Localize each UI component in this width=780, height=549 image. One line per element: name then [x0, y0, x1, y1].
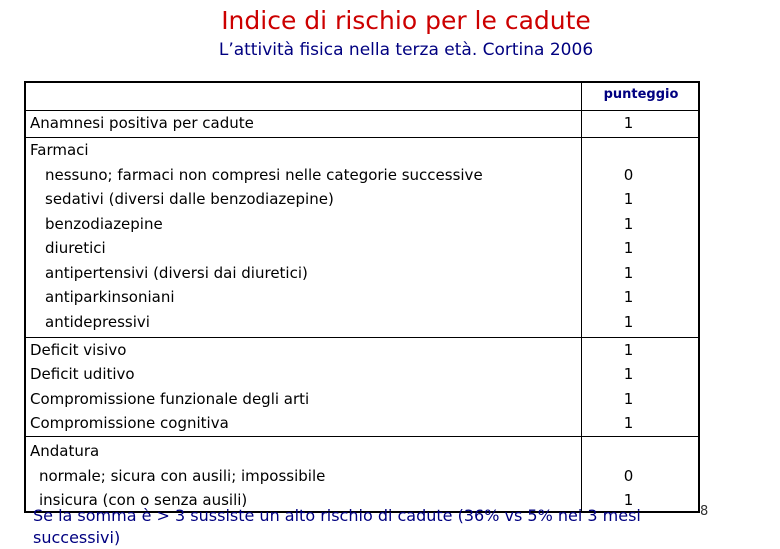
risk-index-table — [24, 81, 700, 513]
section-label-farmaci: Farmaci — [30, 141, 89, 159]
row-score: 1 — [623, 114, 634, 132]
row-label: Deficit visivo — [30, 341, 127, 359]
row-score: 1 — [623, 341, 634, 359]
row-label: insicura (con o senza ausili) — [39, 491, 248, 509]
score-column-header: punteggio — [603, 87, 679, 102]
section-label-andatura: Andatura — [30, 442, 100, 460]
row-score: 0 — [623, 166, 634, 184]
risk-footnote: Se la somma è > 3 sussiste un alto rischio di cadute (36% vs 5% nei 3 mesi successivi) — [33, 506, 641, 547]
row-label: antiparkinsoniani — [45, 288, 175, 306]
row-score: 0 — [623, 467, 634, 485]
row-score: 1 — [623, 414, 634, 432]
row-label: antidepressivi — [45, 313, 150, 331]
row-score: 1 — [623, 264, 634, 282]
row-score: 1 — [623, 215, 634, 233]
row-label: nessuno; farmaci non compresi nelle categorie successive — [45, 166, 483, 184]
row-label: benzodiazepine — [45, 215, 163, 233]
row-label: normale; sicura con ausili; impossibile — [39, 467, 326, 485]
row-score: 1 — [623, 239, 634, 257]
row-score: 1 — [623, 491, 634, 509]
row-label: Deficit uditivo — [30, 365, 135, 383]
row-divider — [26, 436, 698, 437]
page-number: 8 — [700, 504, 709, 519]
row-divider — [26, 137, 698, 138]
row-label: Compromissione cognitiva — [30, 414, 229, 432]
row-score: 1 — [623, 288, 634, 306]
row-score: 1 — [623, 365, 634, 383]
row-score: 1 — [623, 390, 634, 408]
row-label: diuretici — [45, 239, 106, 257]
row-label: Compromissione funzionale degli arti — [30, 390, 310, 408]
slide-title: Indice di rischio per le cadute — [221, 6, 591, 35]
slide-subtitle: L’attività fisica nella terza età. Cortina 2006 — [218, 40, 594, 60]
row-label-falls-history: Anamnesi positiva per cadute — [30, 114, 254, 132]
row-label: sedativi (diversi dalle benzodiazepine) — [45, 190, 334, 208]
row-label: antipertensivi (diversi dai diuretici) — [45, 264, 308, 282]
row-score: 1 — [623, 190, 634, 208]
row-score: 1 — [623, 313, 634, 331]
